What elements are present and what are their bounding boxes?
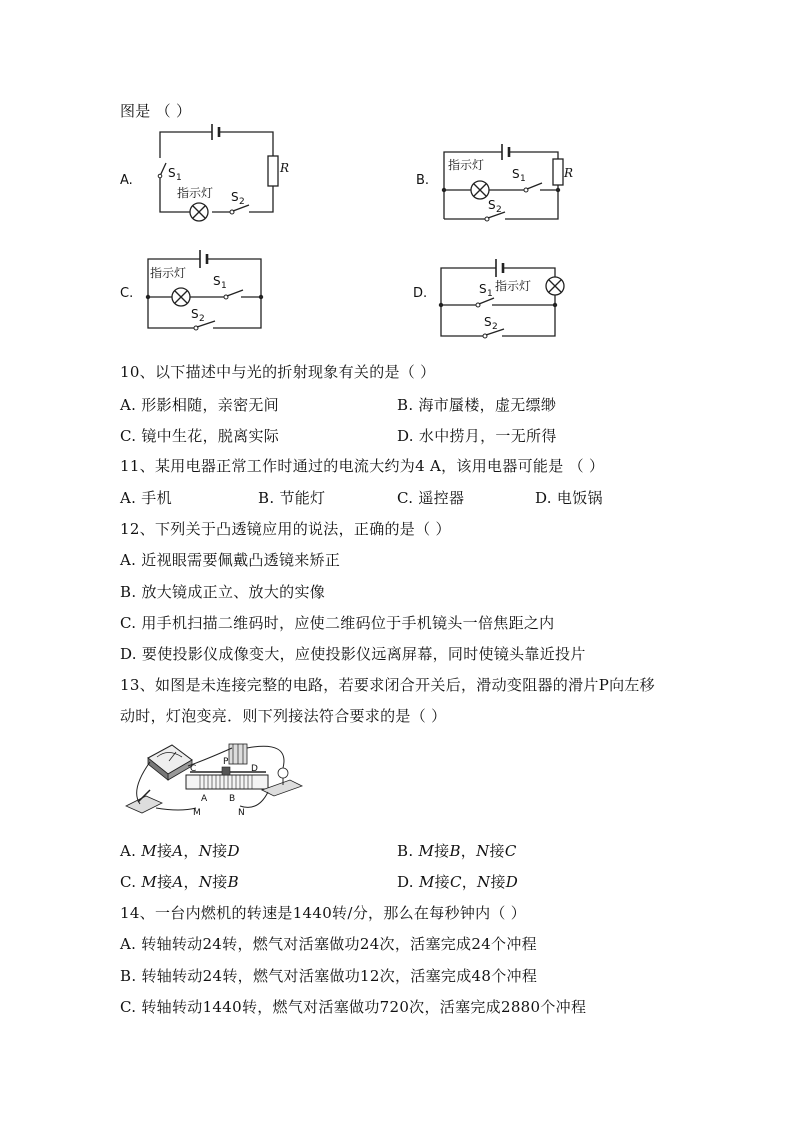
svg-text:2: 2 [496,205,502,215]
svg-text:B: B [229,794,236,804]
q11-stem: 11、某用电器正常工作时通过的电流大约为4 A，该用电器可能是 （ ） [120,457,605,475]
q13-stem-line2: 动时，灯泡变亮．则下列接法符合要求的是（ ） [120,707,447,725]
svg-text:A: A [201,794,208,804]
svg-text:S: S [488,198,496,212]
svg-text:D: D [251,764,258,774]
svg-text:2: 2 [199,314,205,324]
svg-text:1: 1 [487,289,493,299]
q13-option-d[interactable]: D. M接C，N接D [397,873,519,891]
ammeter-icon [148,745,192,780]
battery-icon [229,744,247,764]
svg-text:N: N [238,808,245,818]
svg-text:指示灯: 指示灯 [448,158,485,172]
svg-text:1: 1 [221,281,227,291]
q13-option-b[interactable]: B. M接B，N接C [397,842,517,860]
svg-text:R: R [280,161,290,175]
q9-option-c-letter: C. [120,286,134,301]
q10-option-d[interactable]: D. 水中捞月，一无所得 [397,427,557,445]
q14-option-b[interactable]: B. 转轴转动24转，燃气对活塞做功12次，活塞完成48个冲程 [120,967,538,985]
svg-text:1: 1 [176,173,182,183]
q9-option-a-letter: A. [120,173,133,188]
q12-stem: 12、下列关于凸透镜应用的说法，正确的是（ ） [120,520,451,538]
q11-option-c[interactable]: C. 遥控器 [397,489,465,507]
svg-text:1: 1 [520,174,526,184]
svg-text:2: 2 [239,197,245,207]
svg-text:C: C [190,764,197,774]
q13-option-c[interactable]: C. M接A，N接B [120,873,239,891]
svg-text:S: S [191,307,199,321]
svg-text:M: M [193,808,201,818]
q12-option-b[interactable]: B. 放大镜成正立、放大的实像 [120,583,326,601]
q14-stem: 14、一台内燃机的转速是1440转/分，那么在每秒钟内（ ） [120,904,527,922]
q9-option-b-letter: B. [416,173,430,188]
q11-option-d[interactable]: D. 电饭锅 [535,489,603,507]
knife-switch-icon [126,790,162,813]
svg-text:P: P [223,757,229,767]
q10-option-a[interactable]: A. 形影相随，亲密无间 [120,396,279,414]
svg-text:R: R [564,166,574,180]
svg-text:S: S [231,190,239,204]
svg-text:S: S [168,166,176,180]
q9-option-d-letter: D. [413,286,428,301]
svg-text:S: S [512,167,520,181]
q9-intro: 图是 （ ） [120,102,192,120]
q10-option-c[interactable]: C. 镜中生花，脱离实际 [120,427,280,445]
q13-option-a[interactable]: A. M接A，N接D [120,842,240,860]
q10-stem: 10、以下描述中与光的折射现象有关的是（ ） [120,363,436,381]
q11-option-b[interactable]: B. 节能灯 [258,489,326,507]
svg-text:S: S [484,315,492,329]
q12-option-a[interactable]: A. 近视眼需要佩戴凸透镜来矫正 [120,551,341,569]
q14-option-a[interactable]: A. 转轴转动24转，燃气对活塞做功24次，活塞完成24个冲程 [120,935,537,953]
svg-text:指示灯: 指示灯 [495,279,532,293]
svg-text:指示灯: 指示灯 [177,186,214,200]
svg-text:S: S [479,282,487,296]
svg-text:2: 2 [492,322,498,332]
q11-option-a[interactable]: A. 手机 [120,489,172,507]
q12-option-c[interactable]: C. 用手机扫描二维码时，应使二维码位于手机镜头一倍焦距之内 [120,614,555,632]
svg-text:指示灯: 指示灯 [150,266,187,280]
q10-option-b[interactable]: B. 海市蜃楼，虚无缥缈 [397,396,557,414]
svg-text:S: S [213,274,221,288]
q13-stem-line1: 13、如图是未连接完整的电路，若要求闭合开关后，滑动变阻器的滑片P向左移 [120,676,655,694]
q12-option-d[interactable]: D. 要使投影仪成像变大，应使投影仪远离屏幕，同时使镜头靠近投片 [120,645,586,663]
q14-option-c[interactable]: C. 转轴转动1440转，燃气对活塞做功720次，活塞完成2880个冲程 [120,998,587,1016]
